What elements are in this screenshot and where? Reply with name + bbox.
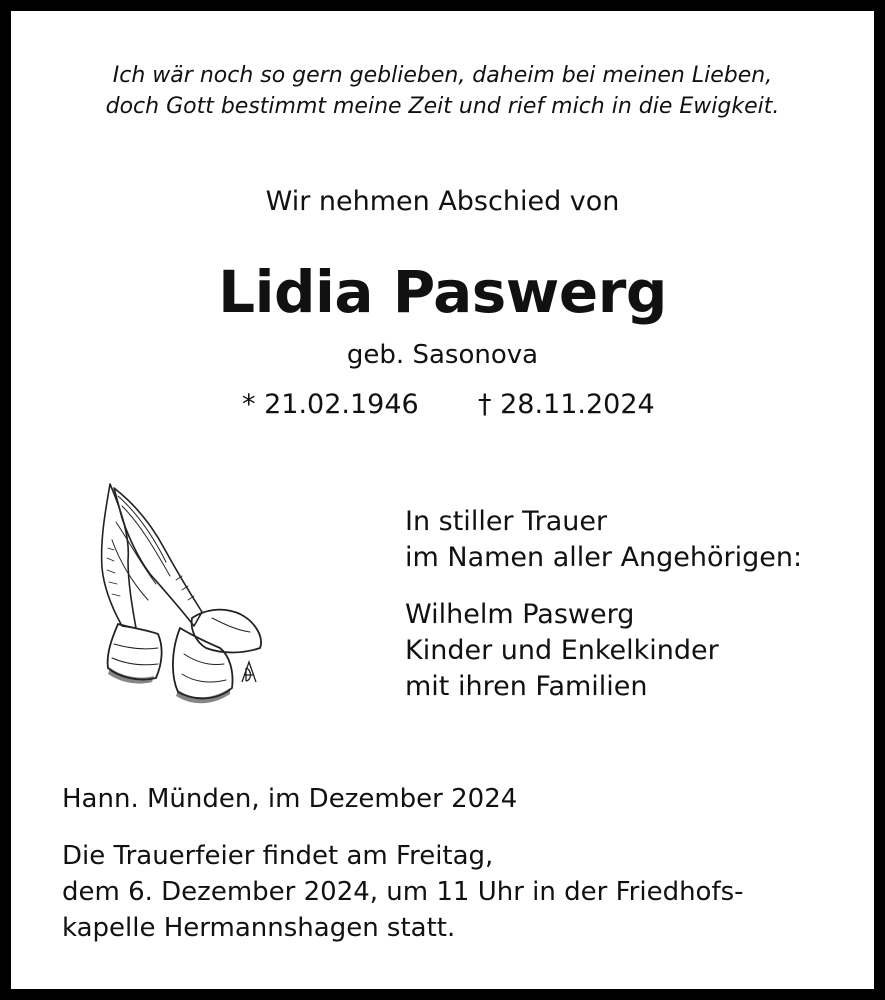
mourner-name: Wilhelm Paswerg <box>405 599 635 630</box>
death-date: † 28.11.2024 <box>478 389 655 420</box>
intro-text: Wir nehmen Abschied von <box>265 186 620 217</box>
poem-line-1: Ich wär noch so gern geblieben, daheim bei meinen Lieben, <box>112 63 773 88</box>
poem-line-2: doch Gott bestimmt meine Zeit und rief mich in die Ewigkeit. <box>105 94 780 119</box>
place-date: Hann. Münden, im Dezember 2024 <box>62 784 518 814</box>
praying-hands-icon <box>92 478 272 710</box>
mourner-name: mit ihren Familien <box>405 671 648 702</box>
deceased-name: Lidia Paswerg <box>218 258 667 326</box>
mourner-name: Kinder und Enkelkinder <box>405 635 719 666</box>
funeral-notice-line: dem 6. Dezember 2024, um 11 Uhr in der Friedhofs- <box>62 877 744 907</box>
mourning-heading-2: im Namen aller Angehörigen: <box>405 542 803 573</box>
funeral-notice-line: kapelle Hermannshagen statt. <box>62 913 456 943</box>
mourning-heading-1: In stiller Trauer <box>405 506 608 537</box>
birth-date: * 21.02.1946 <box>242 389 419 420</box>
born-name: geb. Sasonova <box>346 340 539 370</box>
funeral-notice-line: Die Trauerfeier findet am Freitag, <box>62 841 494 871</box>
